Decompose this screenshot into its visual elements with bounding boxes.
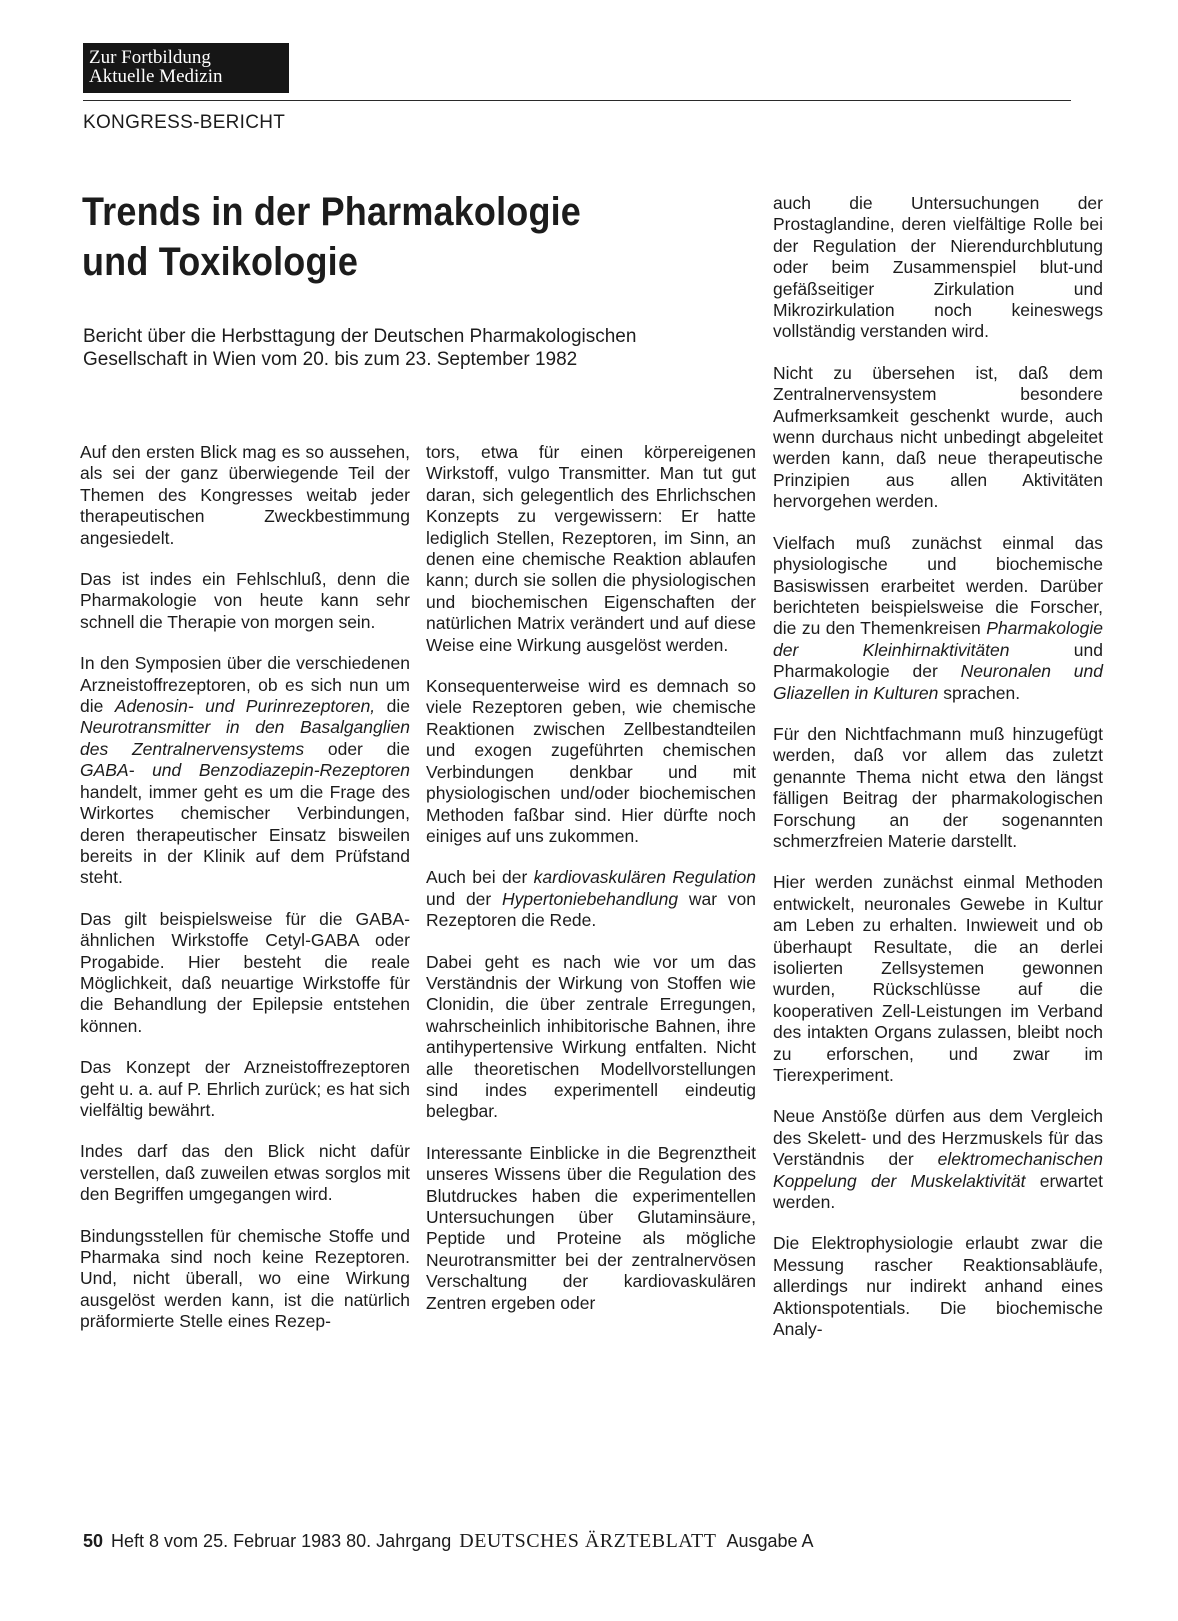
paragraph: Vielfach muß zunächst einmal das physiologische und biochemische Basiswissen erarbeitet werden. Darüber berichteten beispielsweise die Forscher, die zu den Themenkreisen Pharmakologie der Kleinhirnaktivitäten und Pharmakologie der Neuronalen und Gliazellen in Kulturen sprachen. [773, 532, 1104, 703]
paragraph: Die Elektrophysiologie erlaubt zwar die Messung rascher Reaktionsabläufe, allerdings nur indirekt anhand eines Aktionspotentials. Die biochemische Analy- [773, 1233, 1103, 1340]
paragraph: In den Symposien über die verschiedenen Arzneistoffrezeptoren, ob es sich nun um die Adenosin- und Purinrezeptoren, die Neurotransmitter in den Basalganglien des Zentralnervensystems oder die GABA- und Benzodiazepin-Rezeptoren handelt, immer geht es um die Frage des Wirkortes chemischer Verbindungen, deren therapeutischer Einsatz bisweilen bereits in der Klinik auf dem Prüfstand steht. [80, 653, 411, 888]
paragraph: tors, etwa für einen körpereigenen Wirkstoff, vulgo Transmitter. Man tut gut daran, sich gelegentlich des Ehrlichschen Konzepts zu vergewissern: Er hatte lediglich Stellen, Rezeptoren, im Sinn, an denen eine chemische Reaktion ablaufen kann; durch sie sollen die physiologischen und biochemischen Eigenschaften der natürlichen Matrix verändert und auf diese Weise eine Wirkung ausgelöst werden. [426, 442, 756, 655]
article-title [82, 187, 658, 287]
paragraph: Bindungsstellen für chemische Stoffe und Pharmaka sind noch keine Rezeptoren. Und, nicht überall, wo eine Wirkung ausgelöst werden kann, ist die natürlich präformierte Stelle eines Rezep- [80, 1225, 410, 1332]
paragraph: Interessante Einblicke in die Begrenztheit unseres Wissens über die Regulation des Blutdruckes haben die experimentellen Untersuchungen über Glutaminsäure, Peptide und Proteine als mögliche Neurotransmitter bei der zentralnervösen Verschaltung der kardiovaskulären Zentren ergeben oder [426, 1142, 756, 1313]
column-3 [773, 193, 1103, 1361]
edition: Ausgabe A [726, 1531, 814, 1551]
column-1 [80, 442, 410, 1353]
column-2 [426, 442, 756, 1334]
paragraph: Nicht zu übersehen ist, daß dem Zentralnervensystem besondere Aufmerksamkeit geschenkt wurde, auch wenn durchaus nicht unbedingt abgeleitet werden kann, daß neue therapeutische Prinzipien aus allen Aktivitäten hervorgehen werden. [773, 362, 1103, 512]
title-line1: Trends in der Pharmakologie [82, 190, 582, 234]
paragraph: auch die Untersuchungen der Prostaglandine, deren vielfältige Rolle bei der Regulation der Nierendurchblutung oder beim Zusammenspiel blut-und gefäßseitiger Zirkulation und Mikrozirkulation noch keineswegs vollständig verstanden wird. [773, 193, 1103, 342]
paragraph: Auf den ersten Blick mag es so aussehen, als sei der ganz überwiegende Teil der Themen des Kongresses weitab jeder therapeutischen Zweckbestimmung angesiedelt. [80, 442, 410, 548]
paragraph: Dabei geht es nach wie vor um das Verständnis der Wirkung von Stoffen wie Clonidin, die über zentrale Erregungen, wahrscheinlich inhibitorische Bahnen, ihre antihypertensive Wirkung entfalten. Nicht alle theoretischen Modellvorstellungen sind indes experimentell eindeutig belegbar. [426, 951, 756, 1122]
paragraph: Hier werden zunächst einmal Methoden entwickelt, neuronales Gewebe in Kultur am Leben zu erhalten. Inwieweit und ob überhaupt Resultate, die an derlei isolierten Zellsystemen gewonnen wurden, Rückschlüsse auf die kooperativen Zell-Leistungen im Verband des intakten Organs zulassen, bleibt noch zu erforschen, und zwar im Tierexperiment. [773, 872, 1103, 1086]
section-badge-line1: Zur Fortbildung [89, 47, 211, 68]
title-line2: und Toxikologie [82, 240, 359, 284]
section-badge [83, 43, 289, 93]
paragraph: Auch bei der kardiovaskulären Regulation und der Hypertoniebehandlung war von Rezeptoren die Rede. [426, 867, 757, 931]
article-subtitle [83, 325, 763, 371]
paragraph: Indes darf das den Blick nicht dafür verstellen, daß zuweilen etwas sorglos mit den Begriffen umgegangen wird. [80, 1141, 410, 1205]
paragraph: Das gilt beispielsweise für die GABA-ähnlichen Wirkstoffe Cetyl-GABA oder Progabide. Hier besteht die reale Möglichkeit, daß neuartige Wirkstoffe für die Behandlung der Epilepsie entstehen können. [80, 908, 410, 1036]
paragraph: Das Konzept der Arzneistoffrezeptoren geht u. a. auf P. Ehrlich zurück; es hat sich vielfältig bewährt. [80, 1057, 410, 1120]
paragraph: Das ist indes ein Fehlschluß, denn die Pharmakologie von heute kann sehr schnell die Therapie von morgen sein. [80, 569, 410, 632]
section-badge-line2: Aktuelle Medizin [89, 66, 223, 87]
paragraph: Für den Nichtfachmann muß hinzugefügt werden, daß vor allem das zuletzt genannte Thema nicht etwa den längst fälligen Beitrag der pharmakologischen Forschung an der sogenannten schmerzfreien Materie darstellt. [773, 723, 1103, 851]
header-rule [83, 100, 1071, 101]
paragraph: Neue Anstöße dürfen aus dem Vergleich des Skelett- und des Herzmuskels für das Verständnis der elektromechanischen Koppelung der Muskelaktivität erwartet werden. [773, 1106, 1103, 1213]
page-number: 50 [83, 1531, 104, 1551]
page-footer [83, 1530, 814, 1553]
subtitle-line1: Bericht über die Herbsttagung der Deutschen Pharmakologischen [83, 326, 637, 347]
issue-info: Heft 8 vom 25. Februar 1983 80. Jahrgang [111, 1531, 452, 1551]
subtitle-line2: Gesellschaft in Wien vom 20. bis zum 23. September 1982 [83, 349, 578, 370]
kicker: KONGRESS-BERICHT [83, 112, 286, 133]
journal-name: DEUTSCHES ÄRZTEBLATT [459, 1530, 717, 1552]
paragraph: Konsequenterweise wird es demnach so viele Rezeptoren geben, wie chemische Reaktionen zwischen Zellbestandteilen und exogen zugeführten chemischen Verbindungen denkbar und mit physiologischen und/oder biochemischen Methoden faßbar sind. Hier dürfte noch einiges auf uns zukommen. [426, 676, 756, 846]
